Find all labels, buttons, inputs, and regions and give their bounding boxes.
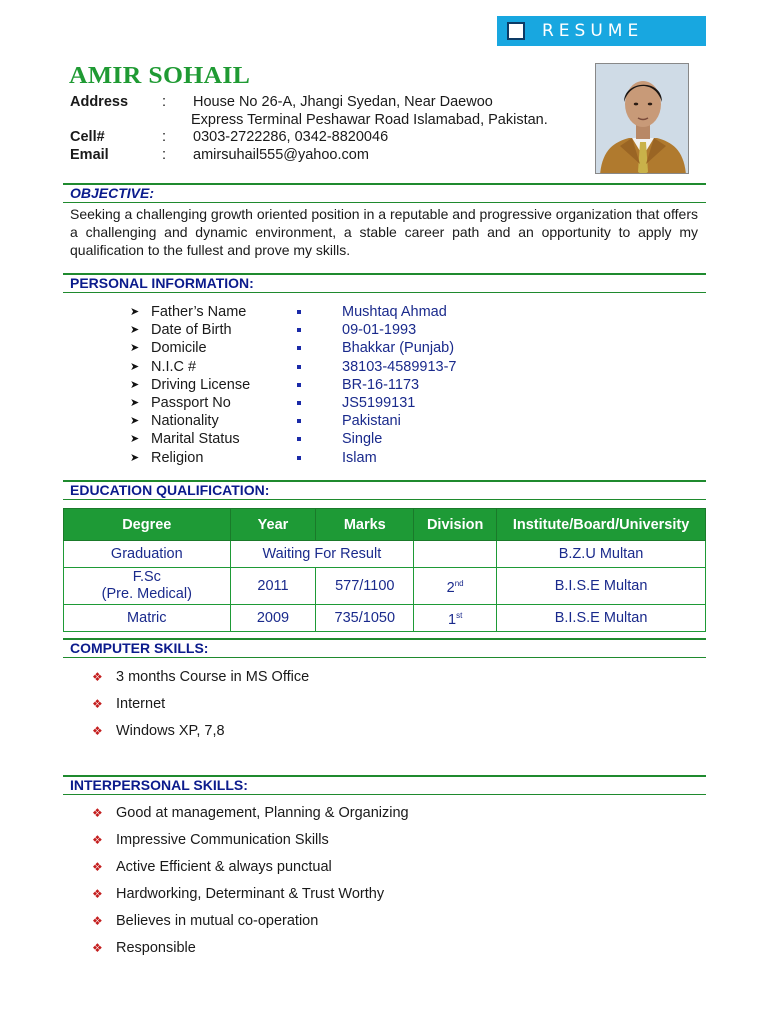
interpersonal-skills-heading-text: INTERPERSONAL SKILLS: xyxy=(70,777,248,793)
diamond-bullet-icon: ❖ xyxy=(92,670,103,684)
square-bullet-icon xyxy=(297,328,301,332)
email-value: amirsuhail555@yahoo.com xyxy=(193,146,369,163)
square-bullet-icon xyxy=(297,437,301,441)
info-label: Nationality xyxy=(151,413,219,430)
arrow-bullet-icon: ➤ xyxy=(130,415,140,428)
table-row xyxy=(64,605,706,632)
cell-year-marks: Waiting For Result xyxy=(230,541,414,568)
square-bullet-icon xyxy=(297,346,301,350)
skill-text: 3 months Course in MS Office xyxy=(116,669,310,685)
cell-institute: B.I.S.E Multan xyxy=(497,568,706,605)
square-bullet-icon xyxy=(297,365,301,369)
header-division: Division xyxy=(414,509,497,541)
arrow-bullet-icon: ➤ xyxy=(130,433,140,446)
cell-marks: 577/1100 xyxy=(316,568,414,605)
diamond-bullet-icon: ❖ xyxy=(92,914,103,928)
cell-division xyxy=(414,541,497,568)
arrow-bullet-icon: ➤ xyxy=(130,306,140,318)
objective-heading-text: OBJECTIVE: xyxy=(70,185,155,201)
address-line-2: Express Terminal Peshawar Road Islamabad, Pakistan. xyxy=(191,111,548,128)
info-label: Passport No xyxy=(151,394,231,411)
cell-degree: Matric xyxy=(64,605,231,632)
resume-tab xyxy=(497,16,706,46)
arrow-bullet-icon: ➤ xyxy=(130,342,140,355)
table-row xyxy=(64,541,706,568)
interpersonal-skills-heading xyxy=(63,775,706,795)
cell-division xyxy=(414,568,497,605)
objective-heading xyxy=(63,183,706,203)
division-suffix: st xyxy=(456,611,463,621)
candidate-name: AMIR SOHAIL xyxy=(69,63,251,89)
info-value: Bhakkar (Punjab) xyxy=(342,340,455,357)
diamond-bullet-icon: ❖ xyxy=(92,724,103,738)
diamond-bullet-icon: ❖ xyxy=(92,941,103,955)
personal-info-heading-text: PERSONAL INFORMATION: xyxy=(70,275,254,291)
diamond-bullet-icon: ❖ xyxy=(92,697,103,711)
separator: : xyxy=(162,146,167,163)
computer-skills-heading-text: COMPUTER SKILLS: xyxy=(70,640,209,656)
cell-value: 0303-2722286, 0342-8820046 xyxy=(193,129,389,145)
diamond-bullet-icon: ❖ xyxy=(92,887,103,901)
cell-degree xyxy=(64,568,231,605)
info-label: Marital Status xyxy=(151,431,240,448)
cell-division xyxy=(414,605,497,632)
info-label: Domicile xyxy=(151,340,207,357)
arrow-bullet-icon: ➤ xyxy=(130,378,140,391)
cell-year: 2011 xyxy=(230,568,316,605)
skill-text: Windows XP, 7,8 xyxy=(116,723,225,739)
info-value: Single xyxy=(342,431,383,448)
separator: : xyxy=(162,129,167,145)
square-bullet-icon xyxy=(297,401,301,405)
header-institute: Institute/Board/University xyxy=(497,509,706,541)
header-degree: Degree xyxy=(64,509,231,541)
address-line-1: House No 26-A, Jhangi Syedan, Near Daewoo xyxy=(193,94,493,110)
skill-text: Impressive Communication Skills xyxy=(116,832,329,848)
cell-institute: B.I.S.E Multan xyxy=(497,605,706,632)
education-heading-text: EDUCATION QUALIFICATION: xyxy=(70,482,270,498)
diamond-bullet-icon: ❖ xyxy=(92,806,103,820)
degree-line-1: F.Sc xyxy=(132,569,161,585)
info-value: Mushtaq Ahmad xyxy=(342,304,447,320)
diamond-bullet-icon: ❖ xyxy=(92,833,103,847)
division-number: 2 xyxy=(446,579,455,596)
info-value: 09-01-1993 xyxy=(342,322,417,339)
info-label: Father’s Name xyxy=(151,304,247,320)
cell-label: Cell# xyxy=(70,129,105,145)
cell-marks: 735/1050 xyxy=(316,605,414,632)
cell-degree: Graduation xyxy=(64,541,231,568)
arrow-bullet-icon: ➤ xyxy=(130,396,140,409)
education-table xyxy=(63,508,706,632)
education-heading xyxy=(63,480,706,500)
personal-info-heading xyxy=(63,273,706,293)
info-value: Pakistani xyxy=(342,413,401,430)
diamond-bullet-icon: ❖ xyxy=(92,860,103,874)
skill-text: Believes in mutual co-operation xyxy=(116,913,319,929)
computer-skills-heading xyxy=(63,638,706,658)
table-header-row xyxy=(64,509,706,541)
skill-text: Good at management, Planning & Organizing xyxy=(116,805,409,821)
separator: : xyxy=(162,94,167,110)
header-year: Year xyxy=(230,509,316,541)
cell-institute: B.Z.U Multan xyxy=(497,541,706,568)
person-portrait-icon xyxy=(596,64,689,174)
info-label: Religion xyxy=(151,449,204,466)
checkbox-square-icon xyxy=(507,22,525,40)
info-label: Date of Birth xyxy=(151,322,232,339)
division-number: 1 xyxy=(447,611,457,628)
info-value: 38103-4589913-7 xyxy=(342,358,457,375)
square-bullet-icon xyxy=(297,310,301,314)
cell-year: 2009 xyxy=(230,605,316,632)
resume-label: RESUME xyxy=(542,21,644,41)
skill-text: Active Efficient & always punctual xyxy=(116,859,332,875)
objective-text: Seeking a challenging growth oriented position in a reputable and progressive organization that offers a challenging and dynamic environment, a stable career path and an opportunity to apply my qualification to the fullest and prove my skills. xyxy=(70,206,698,258)
arrow-bullet-icon: ➤ xyxy=(130,360,140,373)
profile-photo xyxy=(595,63,689,174)
info-value: Islam xyxy=(342,449,377,466)
square-bullet-icon xyxy=(297,456,301,460)
address-label: Address xyxy=(70,94,129,110)
skill-text: Internet xyxy=(116,696,166,712)
arrow-bullet-icon: ➤ xyxy=(130,451,140,464)
email-label: Email xyxy=(70,146,109,163)
arrow-bullet-icon: ➤ xyxy=(130,324,140,337)
skill-text: Responsible xyxy=(116,940,196,956)
skill-text: Hardworking, Determinant & Trust Worthy xyxy=(116,886,385,902)
square-bullet-icon xyxy=(297,419,301,423)
info-value: JS5199131 xyxy=(342,394,416,411)
square-bullet-icon xyxy=(297,383,301,387)
info-label: Driving License xyxy=(151,376,251,393)
info-value: BR-16-1173 xyxy=(342,376,420,393)
division-suffix: nd xyxy=(454,579,464,589)
table-row xyxy=(64,568,706,605)
header-marks: Marks xyxy=(316,509,414,541)
info-label: N.I.C # xyxy=(151,358,197,375)
degree-line-2: (Pre. Medical) xyxy=(101,586,192,602)
